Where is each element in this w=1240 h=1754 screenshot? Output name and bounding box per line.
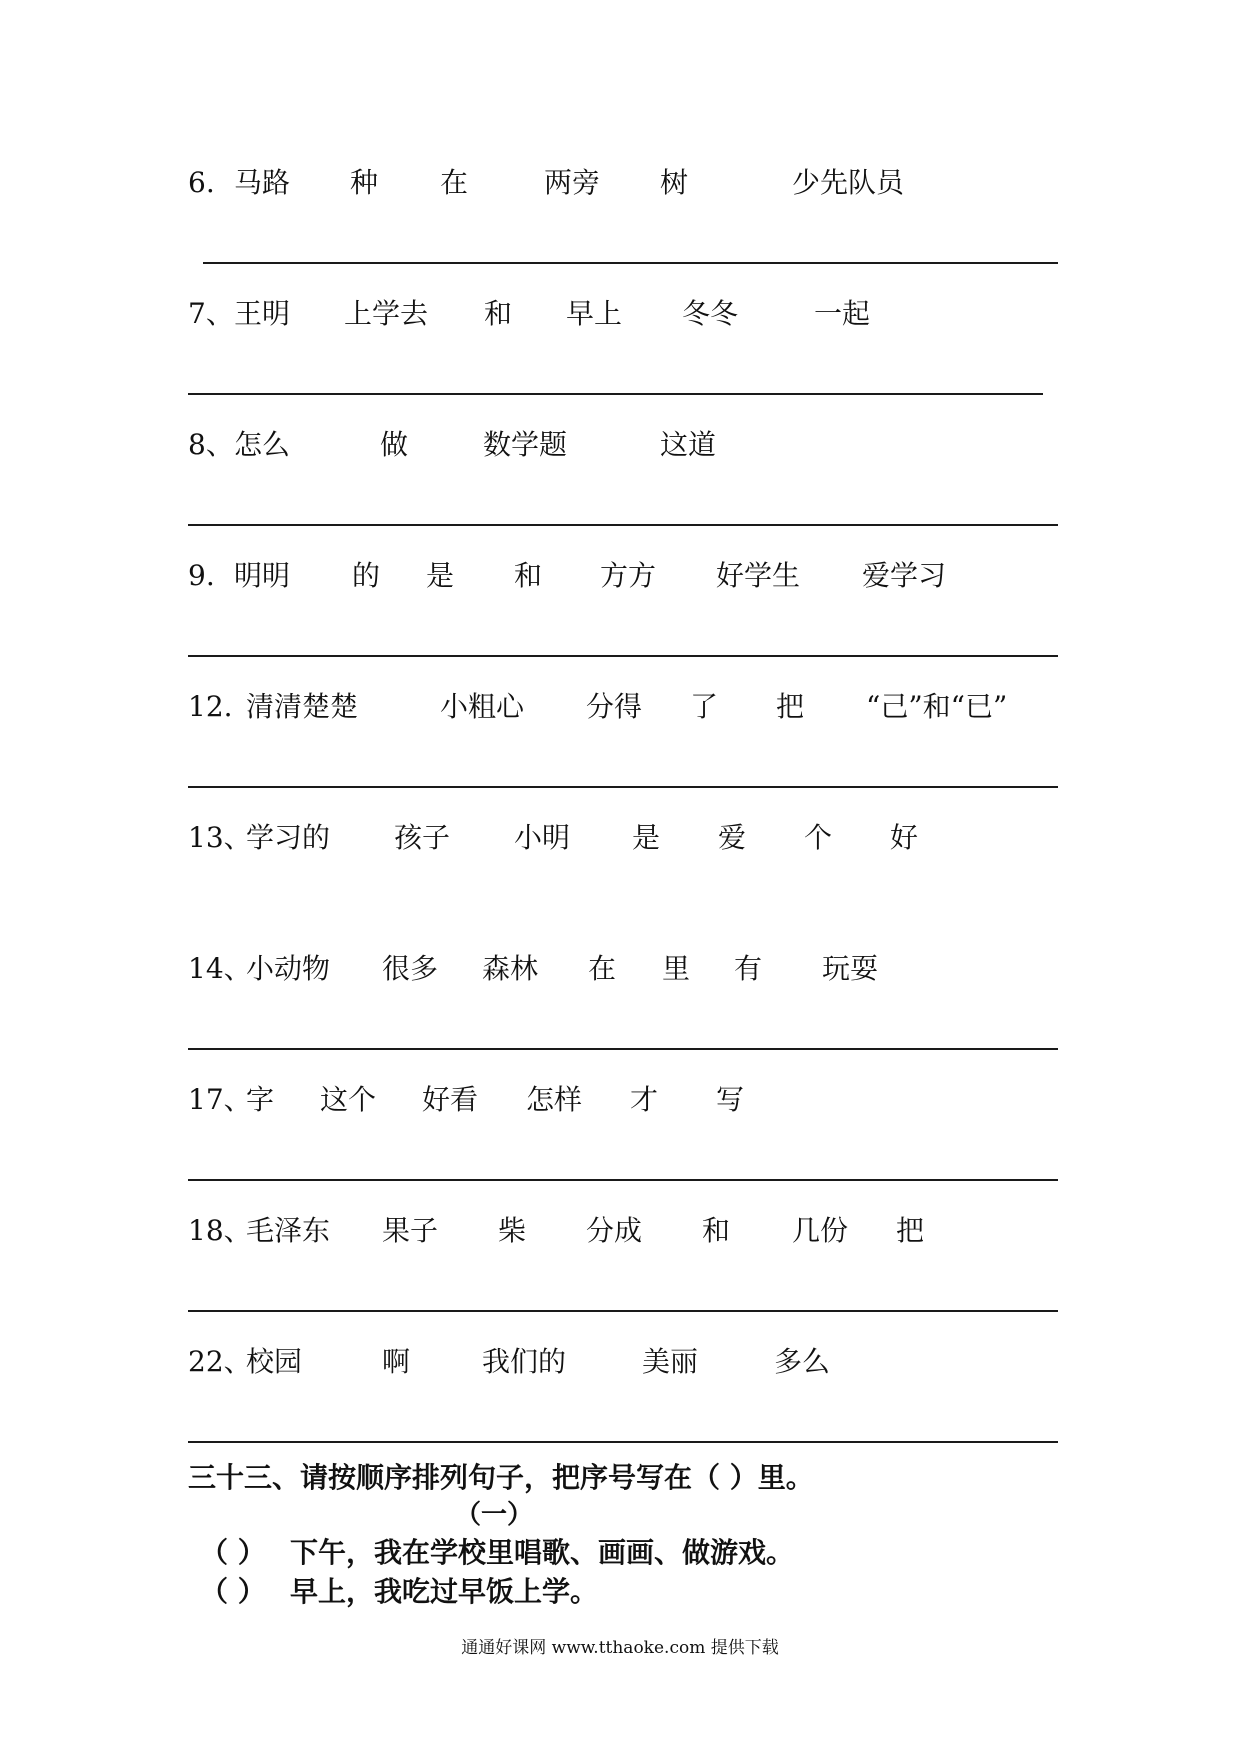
- word: 是: [632, 821, 661, 854]
- word: 玩耍: [822, 952, 879, 985]
- word: 小粗心: [440, 690, 525, 723]
- word: 小明: [514, 821, 571, 854]
- answer-line: [188, 393, 1043, 395]
- word: 毛泽东: [246, 1214, 331, 1247]
- word: 美丽: [642, 1345, 699, 1378]
- word: 学习的: [246, 821, 331, 854]
- word: 是: [426, 559, 455, 592]
- word: 几份: [792, 1214, 849, 1247]
- answer-line: [188, 1441, 1058, 1443]
- word: 我们的: [482, 1345, 567, 1378]
- answer-line: [188, 524, 1058, 526]
- sentence-text: 早上，我吃过早饭上学。: [290, 1575, 599, 1608]
- word: 树: [660, 166, 689, 199]
- section-subtitle: （一）: [455, 1500, 534, 1530]
- answer-line: [188, 786, 1058, 788]
- word: 分得: [586, 690, 643, 723]
- word: 柴: [498, 1214, 527, 1247]
- answer-line: [188, 1048, 1058, 1050]
- word: 在: [440, 166, 469, 199]
- word: 在: [588, 952, 617, 985]
- word: 孩子: [394, 821, 451, 854]
- exercise-number: 7、: [188, 297, 234, 330]
- word: 爱: [718, 821, 747, 854]
- exercise-number: 17、: [188, 1083, 252, 1116]
- word: 这道: [660, 428, 717, 461]
- word: 少先队员: [792, 166, 905, 199]
- word: 数学题: [483, 428, 568, 461]
- exercise-number: 9.: [188, 559, 215, 592]
- word: 上学去: [344, 297, 429, 330]
- word: 做: [380, 428, 409, 461]
- word: 一起: [814, 297, 871, 330]
- word: 马路: [234, 166, 291, 199]
- word: 这个: [320, 1083, 377, 1116]
- word: 清清楚楚: [246, 690, 359, 723]
- answer-line: [188, 655, 1058, 657]
- word: 多么: [774, 1345, 831, 1378]
- exercise-number: 18、: [188, 1214, 252, 1247]
- order-blank[interactable]: （ ）: [200, 1575, 266, 1608]
- section-title: 三十三、请按顺序排列句子，把序号写在（ ）里。: [188, 1461, 814, 1494]
- word: 字: [246, 1083, 275, 1116]
- word: 果子: [382, 1214, 439, 1247]
- word: 把: [776, 690, 805, 723]
- exercise-number: 14、: [188, 952, 252, 985]
- exercise-number: 6.: [188, 166, 215, 199]
- word: 分成: [586, 1214, 643, 1247]
- exercise-number: 22、: [188, 1345, 252, 1378]
- word: 校园: [246, 1345, 303, 1378]
- word: 王明: [234, 297, 291, 330]
- word: 方方: [600, 559, 657, 592]
- exercise-number: 8、: [188, 428, 234, 461]
- word: 森林: [482, 952, 539, 985]
- word: 才: [630, 1083, 659, 1116]
- word: 写: [716, 1083, 745, 1116]
- exercise-number: 13、: [188, 821, 252, 854]
- word: 有: [734, 952, 763, 985]
- word: 和: [514, 559, 543, 592]
- word: 把: [896, 1214, 925, 1247]
- word: 的: [352, 559, 381, 592]
- word: 里: [662, 952, 691, 985]
- exercise-number: 12.: [188, 690, 233, 723]
- word: 冬冬: [682, 297, 739, 330]
- word: 早上: [566, 297, 623, 330]
- sentence-text: 下午，我在学校里唱歌、画画、做游戏。: [290, 1536, 795, 1569]
- order-blank[interactable]: （ ）: [200, 1536, 266, 1569]
- word: 爱学习: [862, 559, 947, 592]
- word: 个: [804, 821, 833, 854]
- word: 怎样: [526, 1083, 583, 1116]
- word: 种: [350, 166, 379, 199]
- word: 小动物: [246, 952, 331, 985]
- answer-line: [188, 1179, 1058, 1181]
- word: 好: [890, 821, 919, 854]
- word: 啊: [382, 1345, 411, 1378]
- word: 很多: [382, 952, 439, 985]
- word: 和: [484, 297, 513, 330]
- word: 好学生: [716, 559, 801, 592]
- footer-credit: 通通好课网 www.tthaoke.com 提供下载: [461, 1638, 779, 1658]
- word: 好看: [422, 1083, 479, 1116]
- word: 了: [690, 690, 719, 723]
- order-sentence: [200, 1572, 598, 1612]
- word: “己”和“已”: [866, 690, 1008, 723]
- word: 明明: [234, 559, 291, 592]
- answer-line: [203, 262, 1058, 264]
- answer-line: [188, 1310, 1058, 1312]
- word: 怎么: [234, 428, 291, 461]
- word: 两旁: [544, 166, 601, 199]
- order-sentence: [200, 1533, 794, 1573]
- word: 和: [702, 1214, 731, 1247]
